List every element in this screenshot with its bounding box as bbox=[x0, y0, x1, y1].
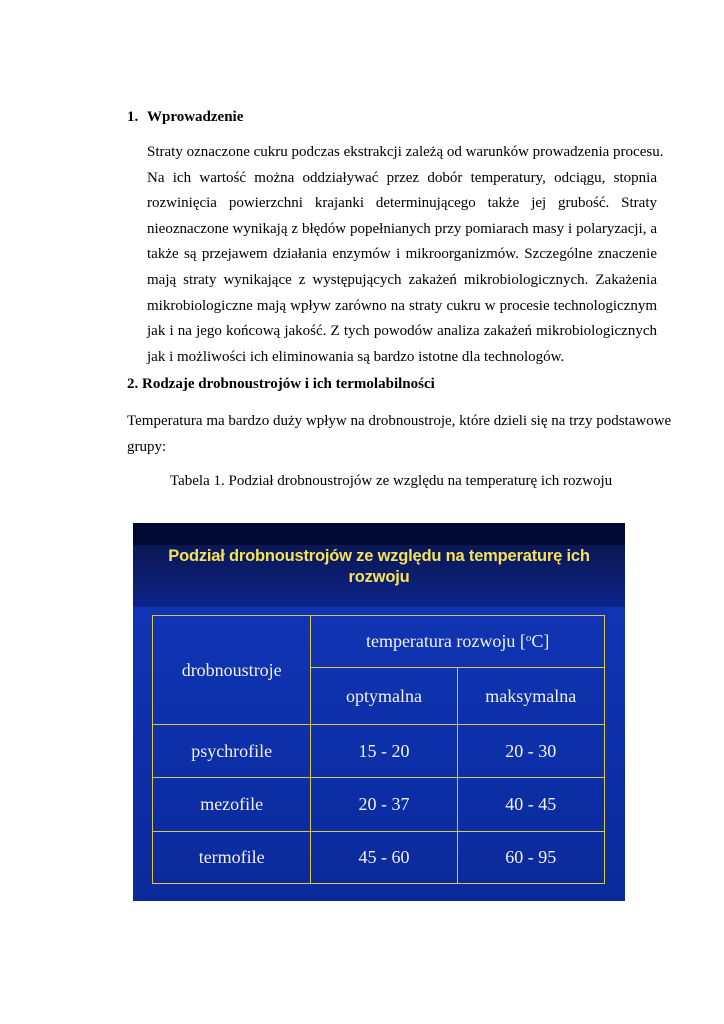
row-maximal: 60 - 95 bbox=[457, 832, 604, 884]
table-row bbox=[153, 725, 605, 778]
table-caption: Tabela 1. Podział drobnoustrojów ze względu na temperaturę ich rozwoju bbox=[170, 473, 613, 489]
paragraph-line: rozwinięcia powierzchni krajanki determinującego także jej grubość. Straty bbox=[147, 195, 657, 212]
paragraph-line: Na ich wartość można oddziaływać przez dobór temperatury, odciągu, stopnia bbox=[147, 169, 657, 186]
slide-title-line: rozwoju bbox=[348, 568, 410, 586]
header-optimal: optymalna bbox=[311, 668, 457, 725]
paragraph-line: także są przejawem działania enzymów i mikroorganizmów. Szczególne znaczenie bbox=[147, 246, 657, 263]
paragraph-line: Straty oznaczone cukru podczas ekstrakcji zależą od warunków prowadzenia procesu. bbox=[147, 144, 664, 160]
row-maximal: 40 - 45 bbox=[457, 778, 604, 832]
slide-image bbox=[133, 523, 625, 901]
paragraph-line: nieoznaczone wynikają z błędów popełnianych przy pomiarach masy i polaryzacji, a bbox=[147, 220, 657, 237]
degree-symbol: o bbox=[525, 632, 532, 644]
temperature-table bbox=[152, 615, 605, 884]
row-optimal: 20 - 37 bbox=[311, 778, 457, 832]
section-1-title: Wprowadzenie bbox=[147, 109, 244, 125]
paragraph-line: jak i możliwości ich eliminowania są bardzo istotne dla technologów. bbox=[147, 348, 565, 365]
section-2-heading: 2. Rodzaje drobnoustrojów i ich termolabilności bbox=[127, 376, 435, 392]
paragraph-line: mikrobiologiczne mają wpływ zarówno na straty cukru w procesie technologicznym bbox=[147, 297, 657, 314]
table-row bbox=[153, 832, 605, 884]
header-temperature-unit: C] bbox=[531, 631, 550, 651]
section-1-heading bbox=[127, 107, 243, 127]
slide-title bbox=[133, 546, 625, 588]
row-name: termofile bbox=[153, 832, 311, 884]
paragraph-line: mają straty wynikające z występujących zakażeń mikrobiologicznych. Zakażenia bbox=[147, 271, 657, 288]
row-name: mezofile bbox=[153, 778, 311, 832]
table-row bbox=[153, 778, 605, 832]
header-temperature-text: temperatura rozwoju [ bbox=[365, 631, 526, 651]
row-name: psychrofile bbox=[153, 725, 311, 778]
row-maximal: 20 - 30 bbox=[457, 725, 604, 778]
header-maximal: maksymalna bbox=[457, 668, 604, 725]
paragraph-line: grupy: bbox=[127, 439, 167, 455]
section-1-paragraph bbox=[147, 140, 664, 370]
section-1-number: 1. bbox=[127, 109, 139, 125]
slide-title-line: Podział drobnoustrojów ze względu na temperaturę ich bbox=[168, 547, 590, 565]
row-optimal: 15 - 20 bbox=[311, 725, 457, 778]
paragraph-line: jak i na jego końcową jakość. Z tych powodów analiza zakażeń mikrobiologicznych bbox=[147, 323, 657, 340]
section-2-paragraph bbox=[127, 408, 672, 460]
header-microorganisms: drobnoustroje bbox=[153, 616, 311, 725]
row-optimal: 45 - 60 bbox=[311, 832, 457, 884]
paragraph-line: Temperatura ma bardzo duży wpływ na drobnoustroje, które dzieli się na trzy podstawowe bbox=[127, 413, 672, 429]
header-temperature-group bbox=[311, 616, 605, 668]
slide-header-band bbox=[133, 523, 625, 545]
